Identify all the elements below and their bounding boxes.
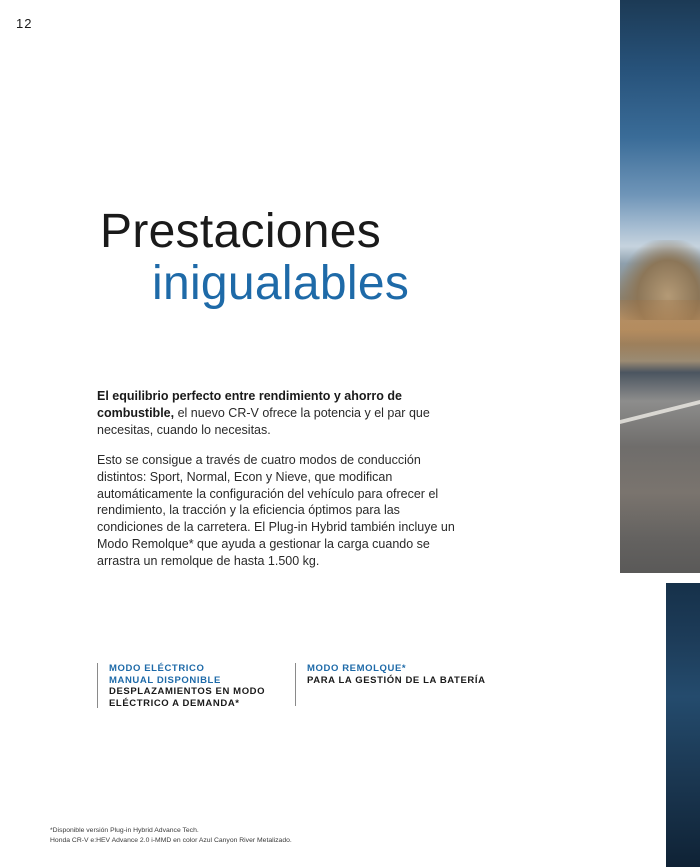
feature-2-heading: MODO REMOLQUE* — [307, 663, 407, 674]
car-detail-photo — [666, 583, 700, 867]
photo-haze — [620, 300, 700, 360]
photo-road-line — [620, 400, 700, 424]
intro-rest: el nuevo CR-V ofrece la potencia y el par que necesitas, cuando lo necesitas. — [97, 406, 430, 437]
feature-1-heading-1: MODO ELÉCTRICO — [109, 663, 205, 674]
intro-bold: El equilibrio perfecto entre rendimiento y ahorro de combustible, — [97, 389, 402, 420]
feature-electric-mode — [97, 663, 289, 708]
feature-2-description: PARA LA GESTIÓN DE LA BATERÍA — [307, 674, 486, 686]
page-title-line1: Prestaciones — [100, 205, 382, 258]
page-title-line2: inigualables — [152, 257, 410, 310]
intro-paragraph — [97, 388, 457, 439]
footnote-1: *Disponible versión Plug-in Hybrid Advance Tech. — [50, 827, 199, 834]
body-paragraph: Esto se consigue a través de cuatro modos de conducción distintos: Sport, Normal, Econ y Nieve, que modifican automáticamente la configuración del vehículo para ofrecer el rendimiento, la tracción y la eficiencia óptimos para las condiciones de la carretera. El Plug-in Hybrid también incluye un Modo Remolque* que ayuda a gestionar la carga cuando se arrastra un remolque de hasta 1.500 kg. — [97, 453, 455, 568]
page-number: 12 — [16, 16, 33, 31]
feature-tow-mode — [295, 663, 507, 706]
feature-1-description: DESPLAZAMIENTOS EN MODO ELÉCTRICO A DEMANDA* — [109, 686, 266, 709]
footnote-2: Honda CR-V e:HEV Advance 2.0 i-MMD en color Azul Canyon River Metalizado. — [50, 836, 292, 844]
feature-1-heading-2: MANUAL DISPONIBLE — [109, 674, 221, 686]
car-road-photo — [620, 0, 700, 573]
footnotes — [50, 826, 292, 845]
